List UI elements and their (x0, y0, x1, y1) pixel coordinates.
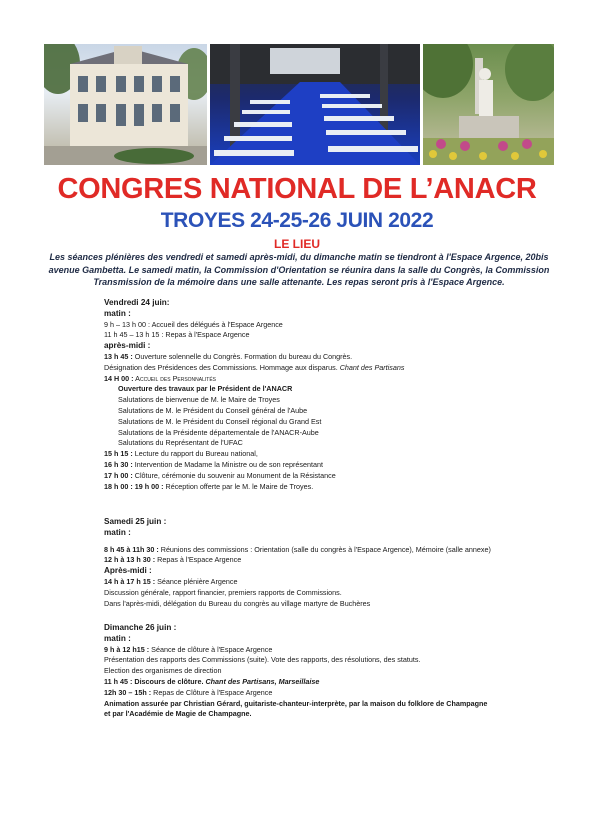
schedule-line: 17 h 00 : Clôture, cérémonie du souvenir au Monument de la Résistance (104, 470, 336, 480)
schedule-line: Présentation des rapports des Commissions (suite). Vote des rapports, des résolutions, des statuts. (104, 655, 421, 665)
schedule-line: 14 h à 17 h 15 : Séance plénière Argence (104, 576, 238, 586)
schedule-line: 8 h 45 à 11h 30 : Réunions des commissions : Orientation (salle du congrès à l'Espace Argence), Mémoire (salle annexe) (104, 544, 491, 554)
day-heading-saturday: Samedi 25 juin : (104, 517, 167, 526)
page-title: CONGRES NATIONAL DE L’ANACR (57, 173, 537, 205)
salutation-line: Salutations du Représentant de l'UFAC (118, 438, 243, 448)
program-friday (104, 298, 564, 492)
opening-title: Ouverture des travaux par le Président de l'ANACR (118, 384, 293, 394)
event-dates: TROYES 24-25-26 JUIN 2022 (160, 209, 434, 232)
schedule-line: Désignation des Présidences des Commissions. Hommage aux disparus. Chant des Partisans (104, 362, 405, 372)
schedule-line: 15 h 15 : Lecture du rapport du Bureau national, (104, 449, 258, 459)
morning-label: matin : (104, 308, 131, 318)
schedule-line: Election des organismes de direction (104, 666, 222, 676)
program-sunday (104, 623, 564, 720)
photo-congress-hall (210, 44, 420, 165)
schedule-line: 12 h à 13 h 30 : Repas à l'Espace Argence (104, 555, 242, 565)
schedule-line: 12h 30 – 15h : Repas de Clôture à l'Espace Argence (104, 687, 273, 697)
program-saturday (104, 517, 564, 609)
schedule-line: Dans l'après-midi, délégation du Bureau du congrès au village martyre de Buchères (104, 598, 371, 608)
schedule-line: 16 h 30 : Intervention de Madame la Ministre ou de son représentant (104, 459, 323, 469)
morning-label: matin : (104, 527, 131, 537)
afternoon-label: Après-midi : (104, 566, 152, 576)
schedule-line: et par l'Académie de Magie de Champagne. (104, 709, 252, 719)
photo-town-hall-building (44, 44, 207, 165)
schedule-line: 18 h 00 : 19 h 00 : Réception offerte par le M. le Maire de Troyes. (104, 481, 314, 491)
day-heading-sunday: Dimanche 26 juin : (104, 623, 177, 632)
schedule-line: 9 h – 13 h 00 : Accueil des délégués à l'Espace Argence (104, 319, 283, 329)
schedule-line: 9 h à 12 h15 : Séance de clôture à l'Espace Argence (104, 644, 273, 654)
salutation-line: Salutations de la Présidente départementale de l'ANACR-Aube (118, 427, 319, 437)
afternoon-label: après-midi : (104, 341, 151, 351)
schedule-line: 13 h 45 : Ouverture solennelle du Congrès. Formation du bureau du Congrès. (104, 351, 353, 361)
schedule-line: 14 H 00 : Accueil des Personnalités (104, 373, 216, 383)
schedule-line: Animation assurée par Christian Gérard, guitariste-chanteur-interprète, par la maison du folklore de Champagne (104, 698, 488, 708)
salutation-line: Salutations de M. le Président du Conseil régional du Grand Est (118, 416, 322, 426)
day-heading-friday: Vendredi 24 juin: (104, 298, 170, 307)
schedule-line: Discussion générale, rapport financier, premiers rapports de Commissions. (104, 587, 342, 597)
schedule-line: 11 h 45 – 13 h 15 : Repas à l'Espace Argence (104, 330, 250, 340)
salutation-line: Salutations de M. le Président du Conseil général de l'Aube (118, 405, 308, 415)
schedule-line: 11 h 45 : Discours de clôture. Chant des Partisans, Marseillaise (104, 676, 320, 686)
venue-description: Les séances plénières des vendredi et samedi après-midi, du dimanche matin se tiendront à l'Espace Argence, 20bis avenue Gambetta. Le samedi matin, la Commission d'Orientation se réunira dans la salle du Congrès, la Commission Transmission de la mémoire dans une salle attenante. Les repas seront pris à l'Espace Argence. (48, 252, 550, 287)
section-label-venue: LE LIEU (273, 237, 320, 251)
salutation-line: Salutations de bienvenue de M. le Maire de Troyes (118, 395, 280, 405)
header-photo-strip (44, 44, 554, 165)
photo-resistance-monument (423, 44, 554, 165)
morning-label: matin : (104, 633, 131, 643)
